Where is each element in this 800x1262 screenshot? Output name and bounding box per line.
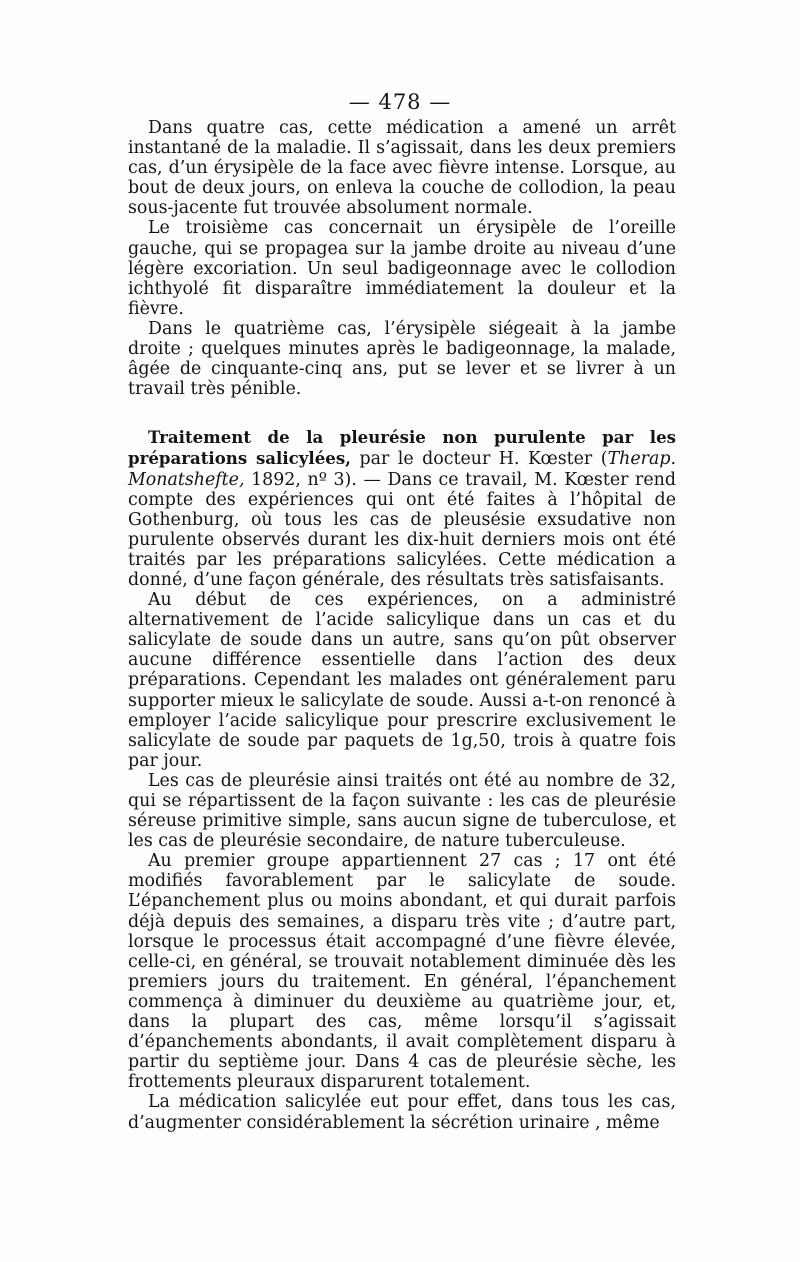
author-reference: par le docteur H. Kœster ( bbox=[350, 449, 608, 470]
paragraph: Au premier groupe appartiennent 27 cas ; 17 ont été modifiés favorablement par le salicylate de soude. L’épanchement plus ou moins abondant, et qui durait parfois déjà depuis des semaines, a disparu très vite ; d’autre part, lorsque le processus était accompagné d’une fièvre élevée, celle-ci, en général, se trouvait notablement diminuée dès les premiers jours du traitement. En général, l’épanchement commença à diminuer du deuxième au quatrième jour, et, dans la plupart des cas, même lorsqu’il s’agissait d’épanchements abondants, il avait complètement disparu à partir du septième jour. Dans 4 cas de pleurésie sèche, les frottements pleuraux disparurent totalement. bbox=[128, 851, 676, 1093]
section-intro-text: 1892, nº 3). — Dans ce travail, M. Kœster rend compte des expériences qui ont été faites à l’hôpital de Gothenburg, où tous les cas de pleusésie exsudative non purulente observés durant les dix-huit derniers mois ont été traités par les préparations salicylées. Cette médication a donné, d’une façon générale, des résultats très satisfaisants. bbox=[128, 469, 676, 590]
section-spacer bbox=[128, 399, 676, 427]
section-paragraph bbox=[128, 427, 676, 590]
paragraph: Au début de ces expériences, on a administré alternativement de l’acide salicylique dans un cas et du salicylate de soude dans un autre, sans qu’on pût observer aucune différence essentielle dans l’action des deux préparations. Cependant les malades ont généralement paru supporter mieux le salicylate de soude. Aussi a-t-on renoncé à employer l’acide salicylique pour prescrire exclusivement le salicylate de soude par paquets de 1g,50, trois à quatre fois par jour. bbox=[128, 590, 676, 771]
paragraph: Les cas de pleurésie ainsi traités ont été au nombre de 32, qui se répartissent de la façon suivante : les cas de pleurésie séreuse primitive simple, sans aucun signe de tuberculose, et les cas de pleurésie secondaire, de nature tuberculeuse. bbox=[128, 770, 676, 852]
paragraph: Le troisième cas concernait un érysipèle de l’oreille gauche, qui se propagea sur la jambe droite au niveau d’une légère excoriation. Un seul badigeonnage avec le collodion ichthyolé fit disparaître immédiatement la douleur et la fièvre. bbox=[128, 218, 676, 319]
paragraph: Dans le quatrième cas, l’érysipèle siégeait à la jambe droite ; quelques minutes après le badigeonnage, la malade, âgée de cinquante-cinq ans, put se lever et se livrer à un travail très pénible. bbox=[128, 318, 676, 400]
paragraph: Dans quatre cas, cette médication a amené un arrêt instantané de la maladie. Il s’agissait, dans les deux premiers cas, d’un érysipèle de la face avec fièvre intense. Lorsque, au bout de deux jours, on enleva la couche de collodion, la peau sous-jacente fut trouvée absolument normale. bbox=[128, 118, 676, 219]
paragraph: La médication salicylée eut pour effet, dans tous les cas, d’augmenter considérablement la sécrétion urinaire , même bbox=[128, 1092, 676, 1133]
page-number: — 478 — bbox=[348, 90, 452, 114]
section-heading: Traitement de la pleurésie non purulente par les préparations salicylées, bbox=[128, 427, 676, 469]
journal-title: Therap. Monatshefte, bbox=[128, 449, 676, 490]
body-text bbox=[128, 118, 676, 1133]
